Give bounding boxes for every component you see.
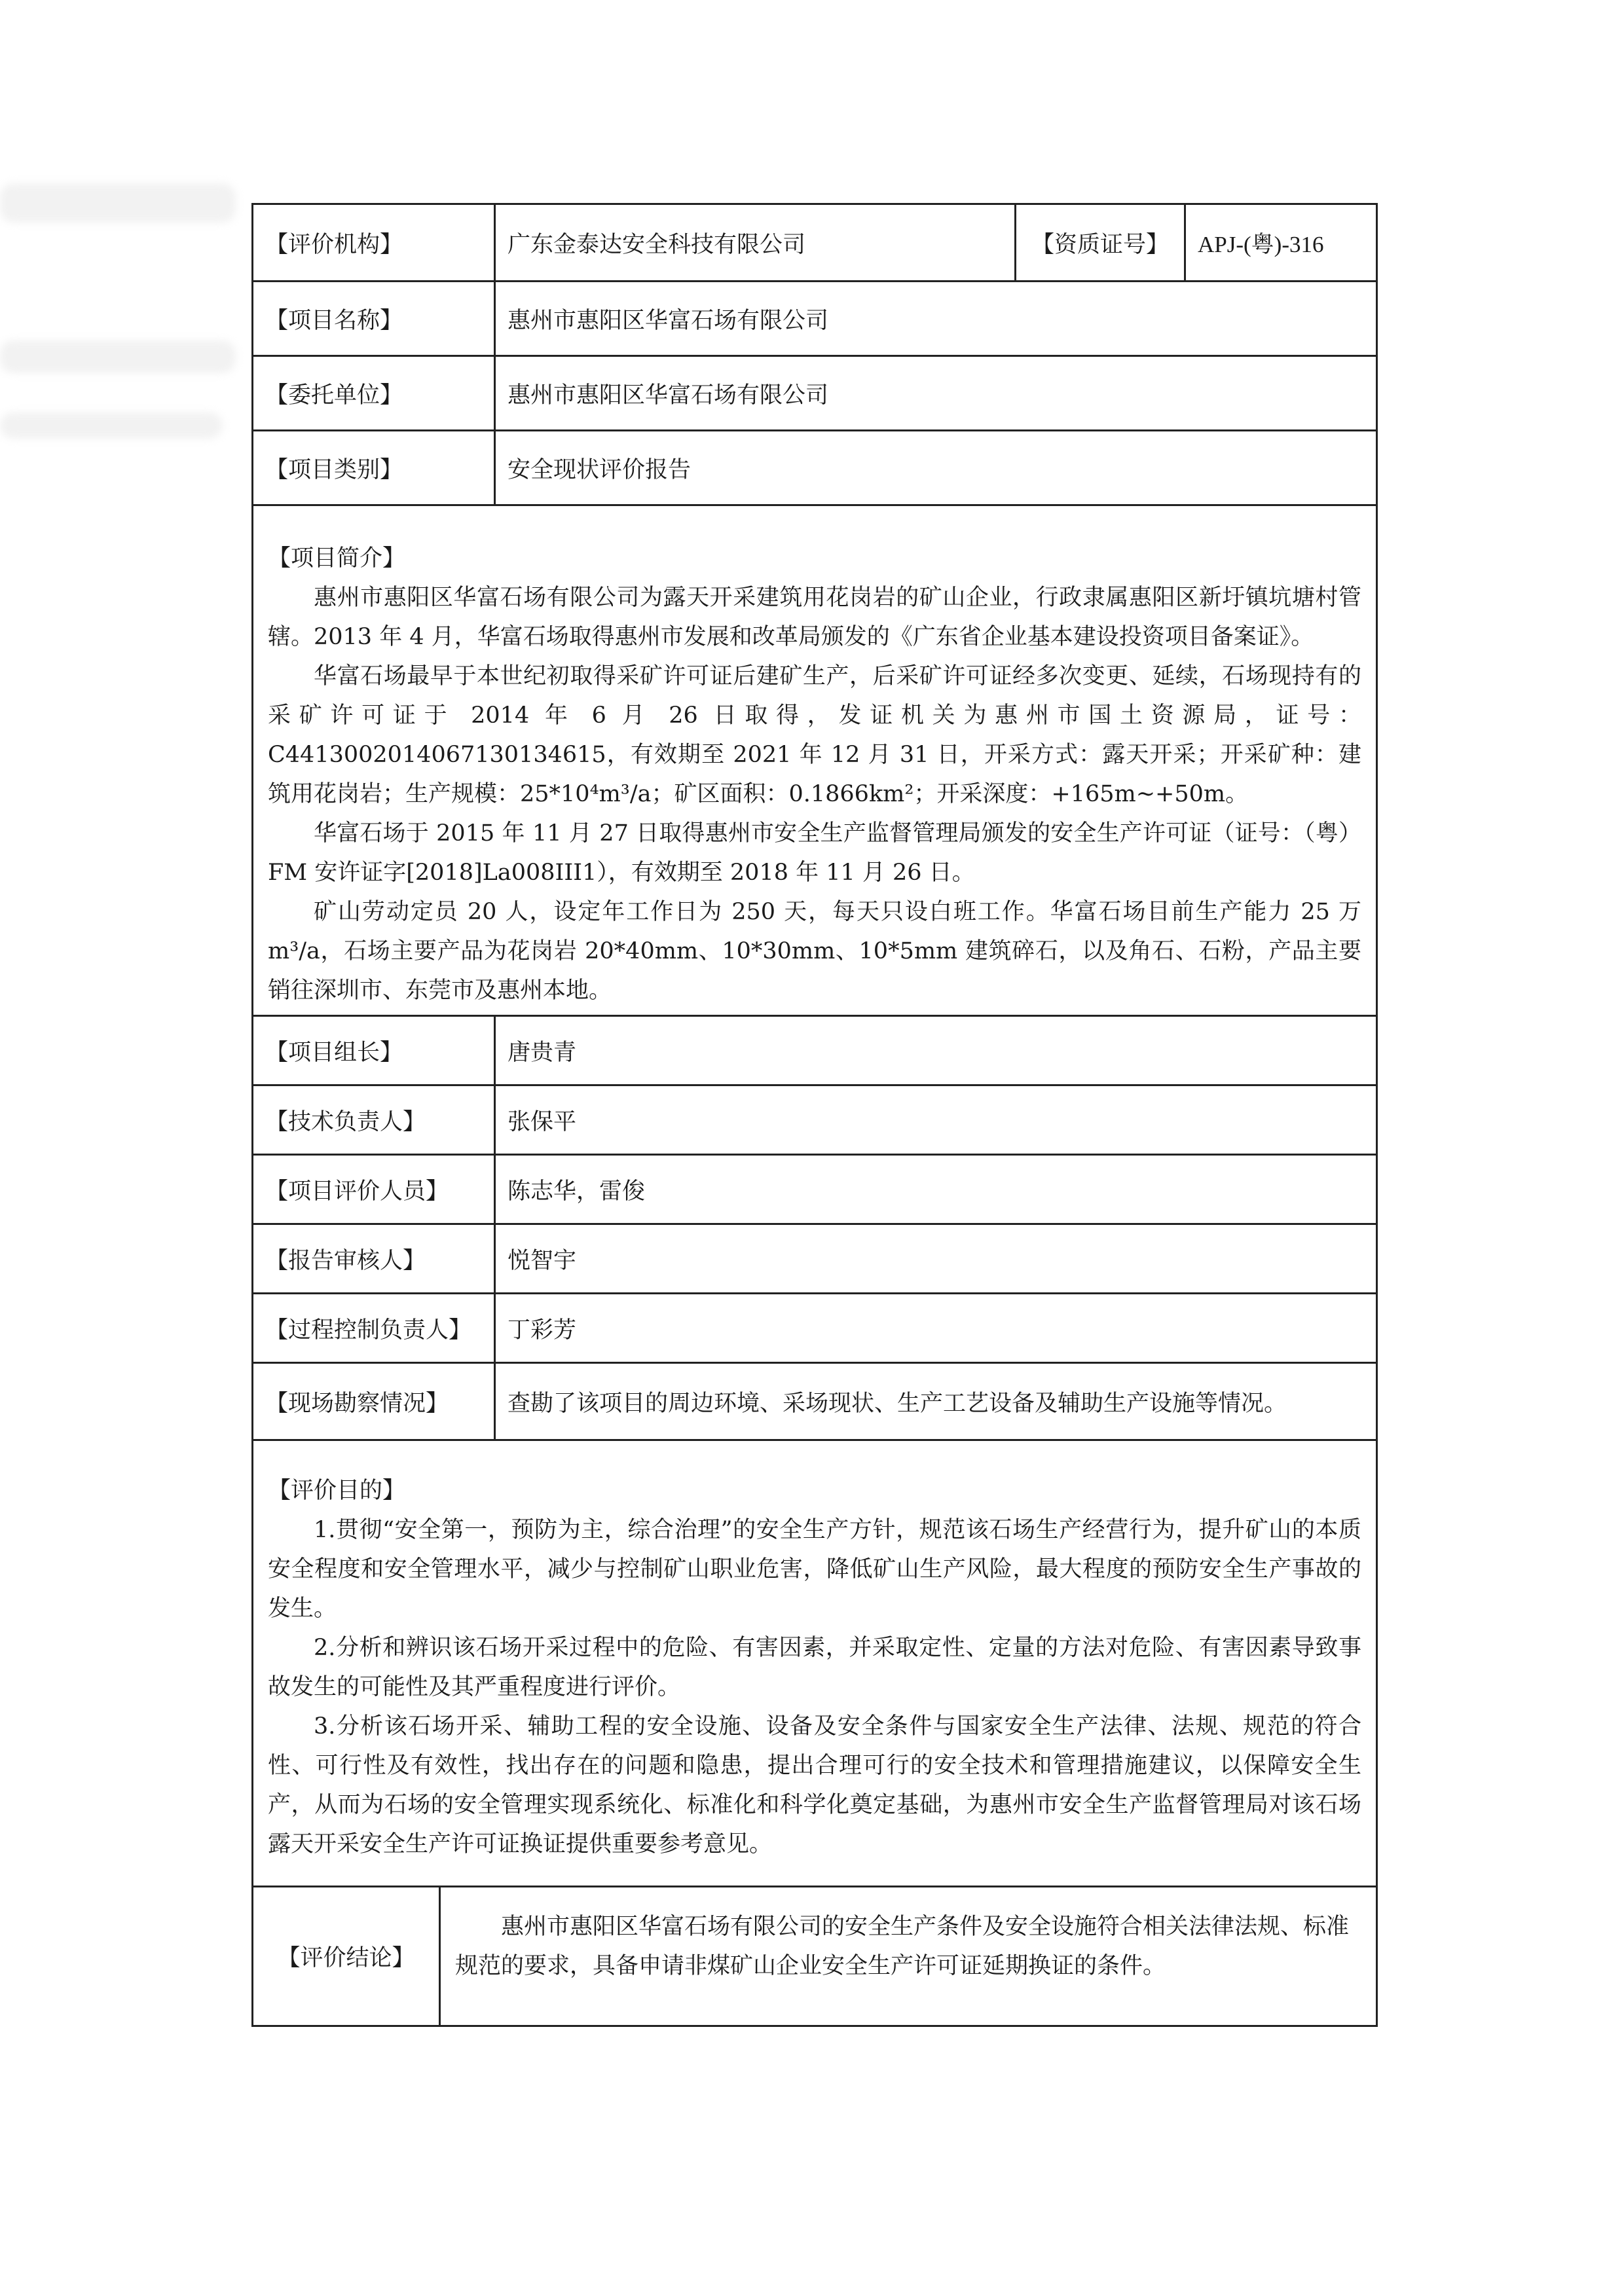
intro-paragraph: 华富石场最早于本世纪初取得采矿许可证后建矿生产，后采矿许可证经多次变更、延续，石场现持有的采矿许可证于 2014 年 6 月 26 日取得，发证机关为惠州市国土资源局，证号：C4413002014067130134615，有效期至 2021 年 12 月 31 日，开采方式：露天开采；开采矿种：建筑用花岗岩；生产规模：25*10⁴m³/a；矿区面积：0.1866km²；开采深度：+165m~+50m。 xyxy=(268,663,1361,807)
project-name-value: 惠州市惠阳区华富石场有限公司 xyxy=(507,307,829,334)
team-leader-value: 唐贵青 xyxy=(507,1039,577,1066)
category-value: 安全现状评价报告 xyxy=(507,456,692,483)
tech-lead-value: 张保平 xyxy=(507,1108,577,1135)
intro-paragraph: 惠州市惠阳区华富石场有限公司为露天开采建筑用花岗岩的矿山企业，行政隶属惠阳区新圩镇坑塘村管辖。2013 年 4 月，华富石场取得惠州市发展和改革局颁发的《广东省企业基本建设投资项目备案证》。 xyxy=(268,585,1361,650)
org-value: 广东金泰达安全科技有限公司 xyxy=(507,231,806,258)
scan-artifact xyxy=(0,183,236,223)
project-name-row xyxy=(253,282,1376,357)
client-value: 惠州市惠阳区华富石场有限公司 xyxy=(507,382,829,409)
client-label: 【委托单位】 xyxy=(253,357,496,429)
category-row xyxy=(253,431,1376,506)
cert-value: APJ-(粤)-316 xyxy=(1198,231,1324,257)
evaluators-value: 陈志华，雷俊 xyxy=(507,1178,646,1205)
tech-lead-label: 【技术负责人】 xyxy=(253,1086,496,1154)
scan-artifact xyxy=(0,412,223,439)
org-label: 【评价机构】 xyxy=(253,205,496,280)
intro-paragraph: 矿山劳动定员 20 人，设定年工作日为 250 天，每天只设白班工作。华富石场目前生产能力 25 万 m³/a，石场主要产品为花岗岩 20*40mm、10*30mm、10*5mm 建筑碎石，以及角石、石粉，产品主要销往深圳市、东莞市及惠州本地。 xyxy=(268,899,1361,1004)
conclusion-row xyxy=(253,1887,1376,2025)
project-intro-section xyxy=(253,506,1376,1017)
purpose-paragraph: 1.贯彻“安全第一，预防为主，综合治理”的安全生产方针，规范该石场生产经营行为，提升矿山的本质安全程度和安全管理水平，减少与控制矿山职业危害，降低矿山生产风险，最大程度的预防安全生产事故的发生。 xyxy=(268,1517,1361,1622)
org-row xyxy=(253,205,1376,282)
team-leader-row xyxy=(253,1017,1376,1086)
cert-label: 【资质证号】 xyxy=(1014,205,1186,280)
team-leader-label: 【项目组长】 xyxy=(253,1017,496,1084)
process-control-row xyxy=(253,1294,1376,1364)
intro-heading: 【项目简介】 xyxy=(268,545,406,572)
reviewer-row xyxy=(253,1225,1376,1294)
site-survey-row xyxy=(253,1364,1376,1441)
reviewer-label: 【报告审核人】 xyxy=(253,1225,496,1292)
site-survey-value: 查勘了该项目的周边环境、采场现状、生产工艺设备及辅助生产设施等情况。 xyxy=(507,1390,1287,1417)
evaluation-form-table xyxy=(251,203,1378,2027)
process-control-value: 丁彩芳 xyxy=(507,1317,577,1343)
conclusion-text-wrap xyxy=(441,1887,1376,2025)
process-control-label: 【过程控制负责人】 xyxy=(253,1294,496,1362)
client-row xyxy=(253,357,1376,431)
intro-paragraph: 华富石场于 2015 年 11 月 27 日取得惠州市安全生产监督管理局颁发的安全生产许可证（证号：（粤）FM 安许证字[2018]La008III1），有效期至 2018 年 11 月 26 日。 xyxy=(268,820,1361,886)
conclusion-label: 【评价结论】 xyxy=(253,1887,441,2025)
purpose-paragraph: 3.分析该石场开采、辅助工程的安全设施、设备及安全条件与国家安全生产法律、法规、规范的符合性、可行性及有效性，找出存在的问题和隐患，提出合理可行的安全技术和管理措施建议，以保障安全生产，从而为石场的安全管理实现系统化、标准化和科学化奠定基础，为惠州市安全生产监督管理局对该石场露天开采安全生产许可证换证提供重要参考意见。 xyxy=(268,1713,1361,1857)
purpose-heading: 【评价目的】 xyxy=(268,1478,406,1504)
reviewer-value: 悦智宇 xyxy=(507,1247,577,1274)
category-label: 【项目类别】 xyxy=(253,431,496,504)
evaluators-label: 【项目评价人员】 xyxy=(253,1156,496,1223)
evaluation-purpose-section xyxy=(253,1441,1376,1887)
site-survey-label: 【现场勘察情况】 xyxy=(253,1364,496,1439)
evaluators-row xyxy=(253,1156,1376,1225)
tech-lead-row xyxy=(253,1086,1376,1156)
project-name-label: 【项目名称】 xyxy=(253,282,496,355)
conclusion-text: 惠州市惠阳区华富石场有限公司的安全生产条件及安全设施符合相关法律法规、标准规范的要求，具备申请非煤矿山企业安全生产许可证延期换证的条件。 xyxy=(455,1914,1350,1979)
scan-artifact xyxy=(0,340,236,373)
purpose-paragraph: 2.分析和辨识该石场开采过程中的危险、有害因素，并采取定性、定量的方法对危险、有害因素导致事故发生的可能性及其严重程度进行评价。 xyxy=(268,1635,1361,1700)
